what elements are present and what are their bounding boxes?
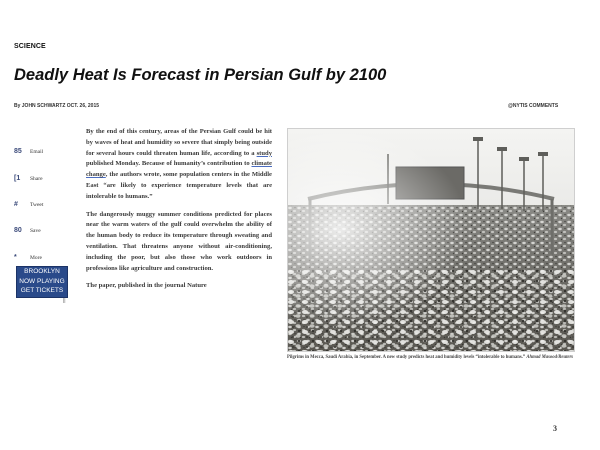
share-share[interactable]: [14, 175, 74, 182]
share-tweet[interactable]: [14, 201, 74, 208]
ad-line-tickets: GET TICKETS: [20, 287, 64, 294]
article-body: [86, 127, 272, 299]
share-more[interactable]: [14, 254, 74, 261]
ad-line-now-playing: NOW PLAYING: [19, 277, 65, 285]
share-icon: [1: [14, 175, 21, 182]
comments-link[interactable]: @NYTIS COMMENTS: [508, 103, 559, 109]
share-email-label: Email: [30, 148, 44, 155]
study-link[interactable]: study: [256, 149, 272, 157]
section-label[interactable]: SCIENCE: [14, 43, 46, 50]
page-number: 3: [553, 424, 557, 433]
tweet-icon: #: [14, 201, 18, 208]
paragraph-3: The paper, published in the journal Nature: [86, 282, 207, 290]
more-icon: *: [14, 254, 17, 261]
advertisement-brooklyn[interactable]: [16, 266, 68, 298]
ad-marker: ||: [63, 298, 66, 304]
share-tweet-label: Tweet: [30, 201, 44, 208]
share-save-label: Save: [30, 227, 41, 234]
email-icon: 85: [14, 148, 22, 155]
climate-change-link[interactable]: climate change: [86, 160, 272, 179]
byline: By JOHN SCHWARTZ OCT. 26, 2015: [14, 103, 100, 109]
share-email[interactable]: [14, 148, 74, 155]
article-photo: [287, 128, 575, 352]
ad-line-title: BROOKLYN: [24, 268, 60, 275]
crowd-photo-graphic: [288, 129, 574, 351]
photo-credit: Ahmad Masood/Reuters: [526, 355, 574, 360]
save-icon: 80: [14, 227, 22, 234]
share-save[interactable]: [14, 227, 74, 234]
share-more-label: More: [30, 254, 42, 261]
paragraph-1: By the end of this century, areas of the Persian Gulf could be hit by waves of heat and humidity so severe that simply being outside for several hours could threaten human life, according to a study published Monday. Because of humanity’s contribution to climate change, the authors wrote, some population centers in the Middle East “are likely to experience temperature levels that are intolerable to humans.”: [86, 128, 272, 200]
share-share-label: Share: [30, 175, 43, 182]
headline: Deadly Heat Is Forecast in Persian Gulf by 2100: [14, 66, 387, 84]
caption-text: Pilgrims in Mecca, Saudi Arabia, in September. A new study predicts heat and humidity levels “intolerable to humans.”: [287, 355, 527, 360]
paragraph-2: The dangerously muggy summer conditions predicted for places near the warm waters of the gulf could overwhelm the ability of the human body to reduce its temperature through sweating and ventilation. That threatens anyone without air-conditioning, including the poor, but also those who work outdoors in professions like agriculture and construction.: [86, 210, 272, 272]
photo-caption: [287, 354, 577, 362]
